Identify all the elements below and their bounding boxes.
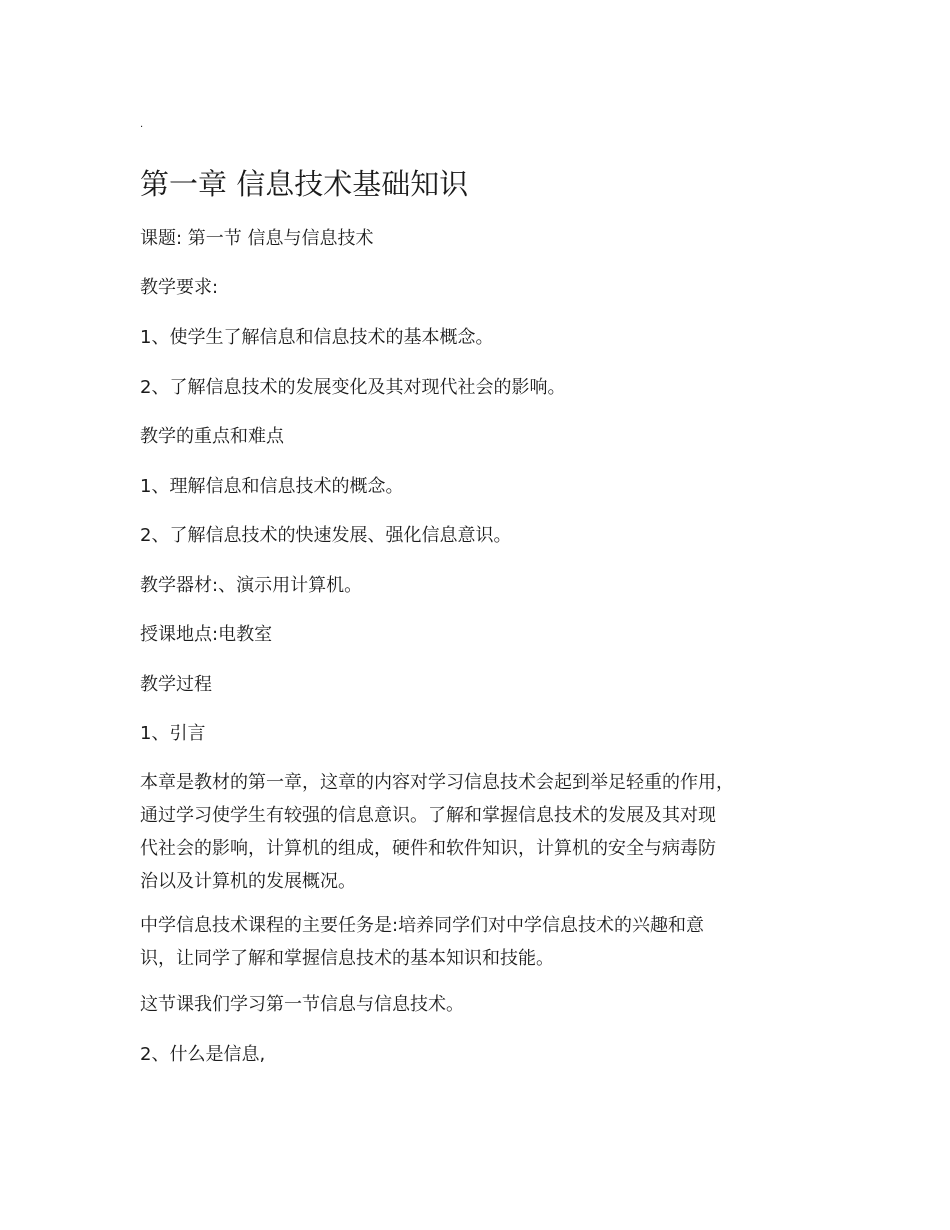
header-mark: . xyxy=(140,119,144,130)
lesson-location: 授课地点:电教室 xyxy=(140,624,273,645)
paragraph-line: 治以及计算机的发展概况。 xyxy=(140,871,356,892)
lesson-topic: 课题: 第一节 信息与信息技术 xyxy=(140,228,374,249)
paragraph-line: 通过学习使学生有较强的信息意识。了解和掌握信息技术的发展及其对现 xyxy=(140,805,716,826)
key-point-item-1: 1、理解信息和信息技术的概念。 xyxy=(140,476,404,497)
course-task-paragraph xyxy=(140,909,840,975)
chapter-title: 第一章 信息技术基础知识 xyxy=(140,167,469,201)
teaching-equipment: 教学器材:、演示用计算机。 xyxy=(140,575,363,596)
paragraph-line: 识，让同学了解和掌握信息技术的基本知识和技能。 xyxy=(140,948,554,969)
requirement-item-2: 2、了解信息技术的发展变化及其对现代社会的影响。 xyxy=(140,377,566,398)
paragraph-line: 本章是教材的第一章，这章的内容对学习信息技术会起到举足轻重的作用， xyxy=(140,772,734,793)
teaching-requirements-heading: 教学要求: xyxy=(140,277,219,298)
key-points-heading: 教学的重点和难点 xyxy=(140,426,284,447)
teaching-process-heading: 教学过程 xyxy=(140,674,212,695)
requirement-item-1: 1、使学生了解信息和信息技术的基本概念。 xyxy=(140,327,494,348)
introduction-paragraph xyxy=(140,766,840,898)
introduction-heading: 1、引言 xyxy=(140,723,206,744)
key-point-item-2: 2、了解信息技术的快速发展、强化信息意识。 xyxy=(140,525,512,546)
what-is-information-heading: 2、什么是信息, xyxy=(140,1044,266,1065)
paragraph-line: 中学信息技术课程的主要任务是:培养同学们对中学信息技术的兴趣和意 xyxy=(140,915,705,936)
paragraph-line: 代社会的影响，计算机的组成，硬件和软件知识，计算机的安全与病毒防 xyxy=(140,838,716,859)
this-lesson-line: 这节课我们学习第一节信息与信息技术。 xyxy=(140,994,464,1015)
